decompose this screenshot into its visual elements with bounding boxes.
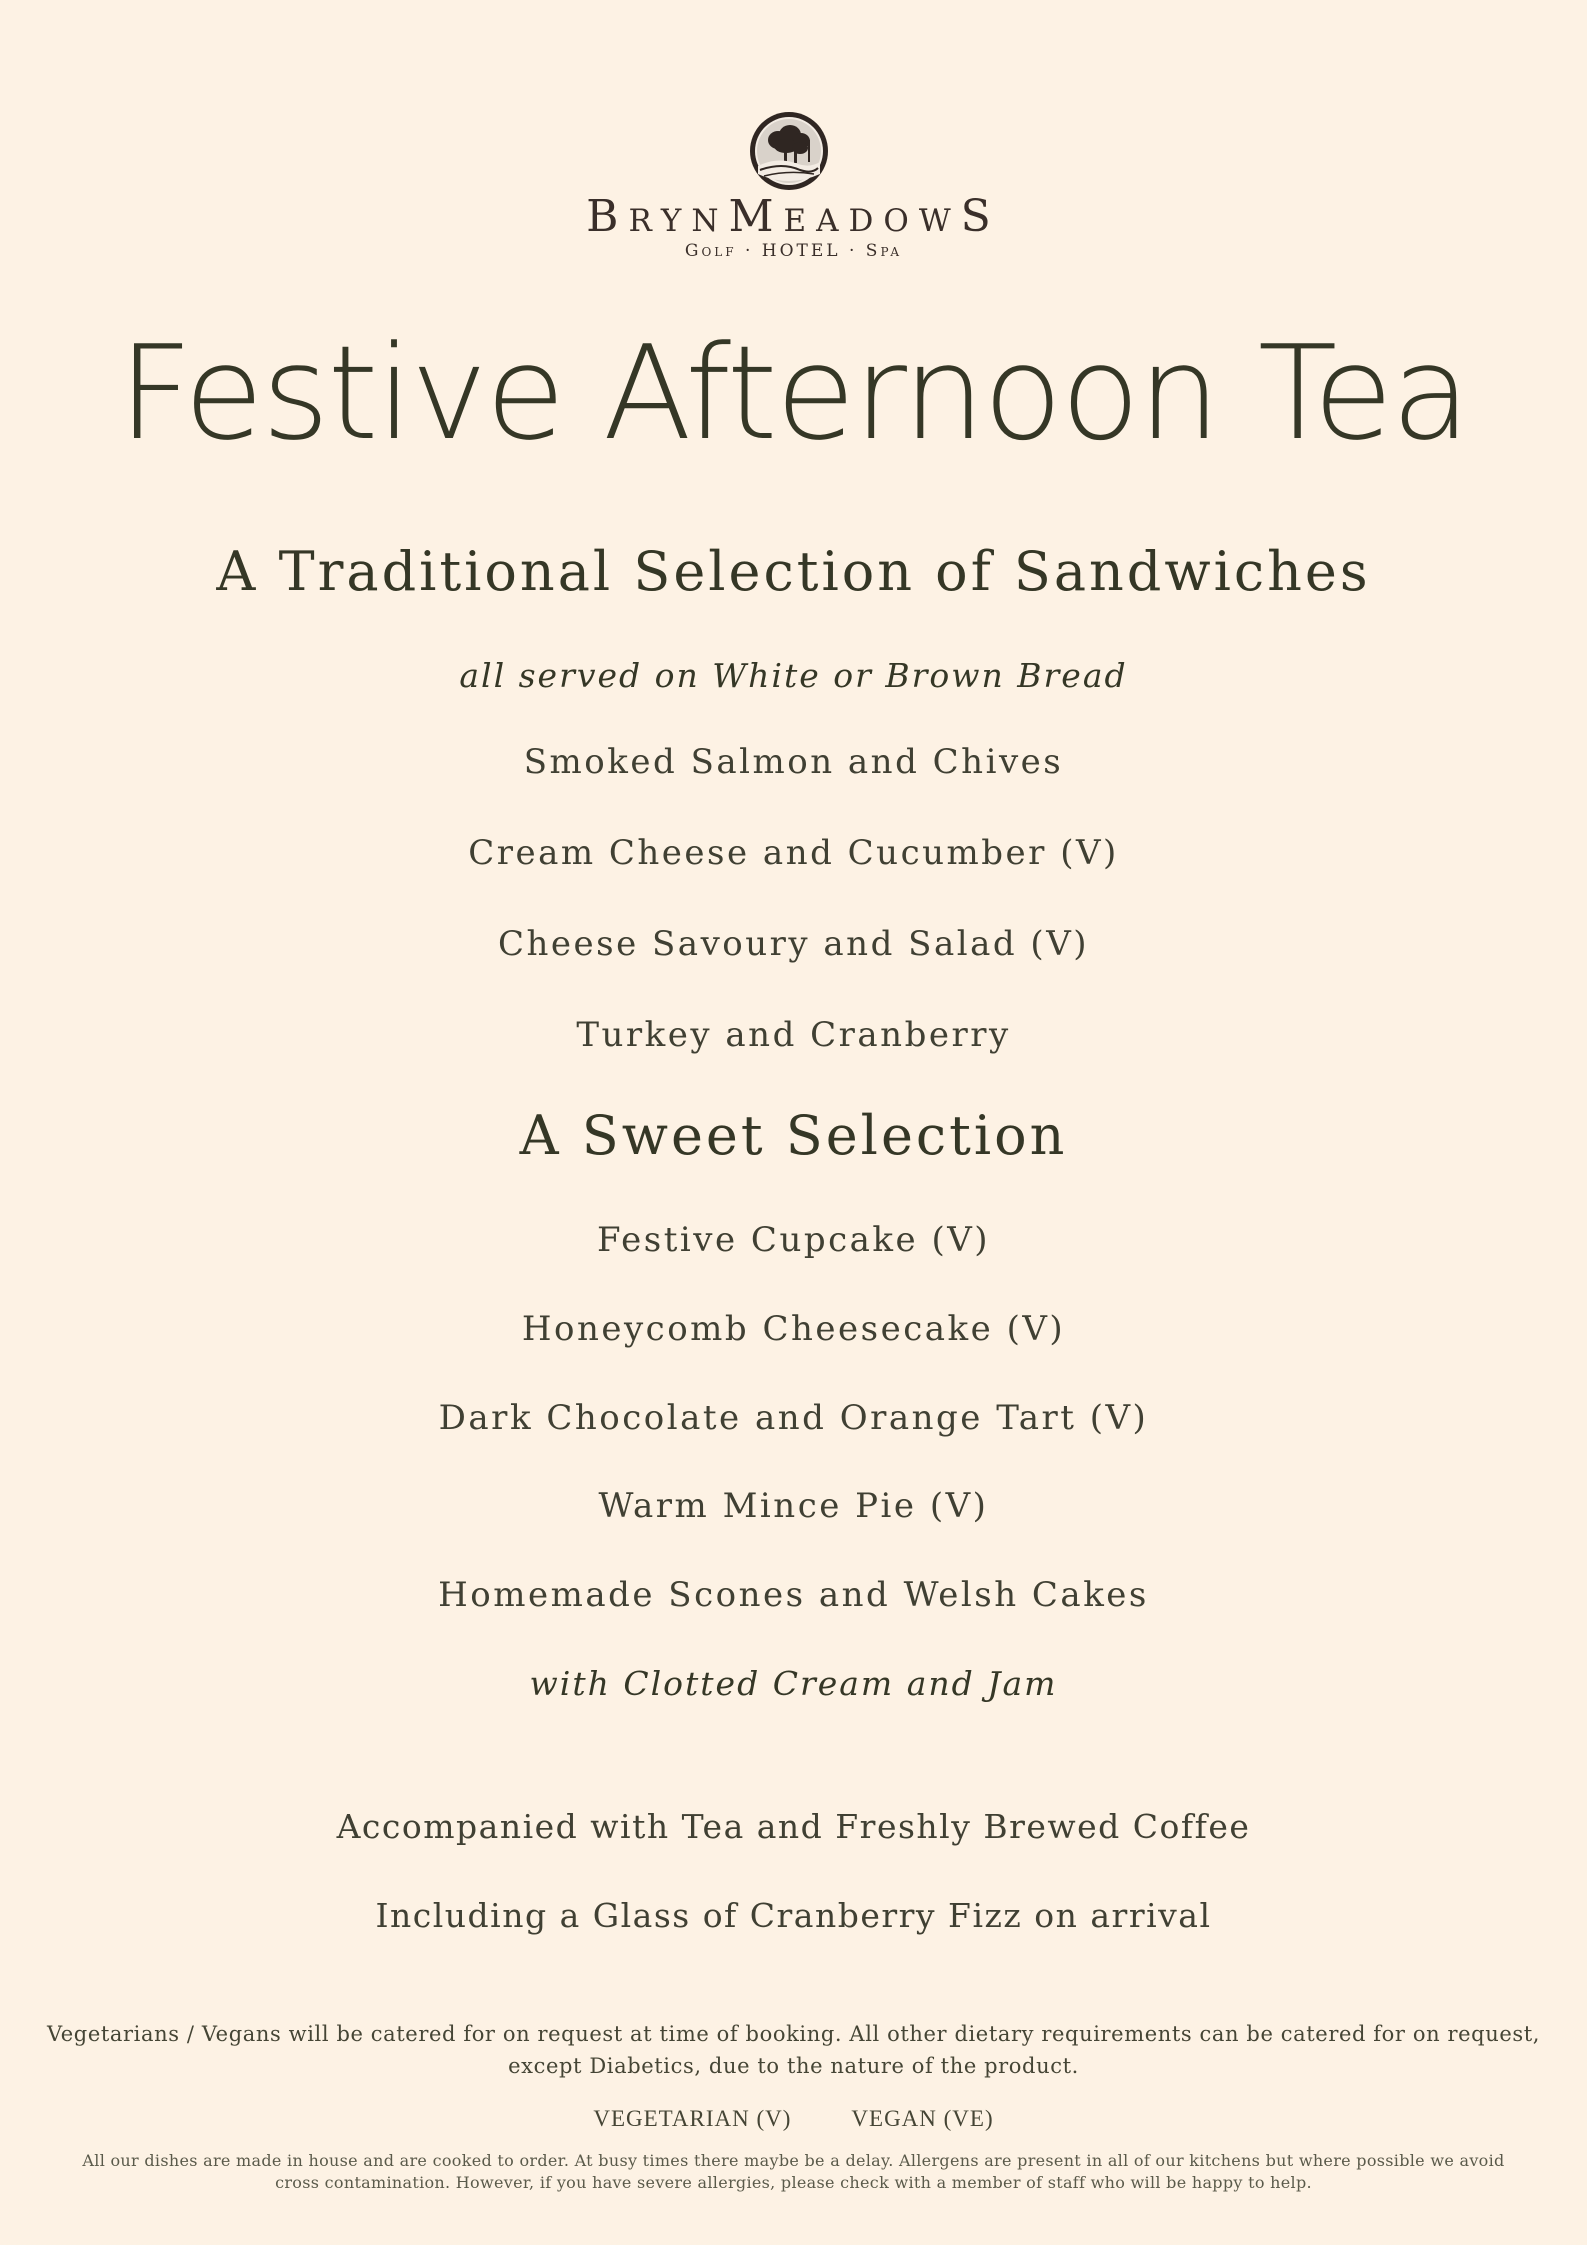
menu-item: Cream Cheese and Cucumber (V) [468,833,1119,873]
sandwiches-heading: A Traditional Selection of Sandwiches [216,540,1371,603]
vegan-key: VEGAN (VE) [851,2106,994,2131]
brand-name: BrynMeadowS [586,191,1001,242]
vegetarian-key: VEGETARIAN (V) [593,2106,792,2131]
menu-item: Turkey and Cranberry [576,1015,1011,1055]
accompaniment-line: Accompanied with Tea and Freshly Brewed Coffee [336,1807,1251,1846]
sweets-heading: A Sweet Selection [519,1104,1068,1167]
menu-item: Honeycomb Cheesecake (V) [521,1309,1066,1349]
allergen-notice: All our dishes are made in house and are cooked to order. At busy times there maybe be a delay. Allergens are present in all of our kitchens but where possible we avoid cross contamination. However, if you have severe allergies, please check with a member of staff who will be happy to help. [82,2151,1505,2192]
menu-item: Cheese Savoury and Salad (V) [497,924,1090,964]
brand-tagline: Golf · HOTEL · Spa [684,241,903,261]
menu-item: Warm Mince Pie (V) [598,1486,989,1526]
menu-item: Festive Cupcake (V) [596,1220,991,1260]
dietary-notice: Vegetarians / Vegans will be catered for on request at time of booking. All other dietary requirements can be catered for on request, except Diabetics, due to the nature of the product. [46,2022,1541,2078]
sweets-note: with Clotted Cream and Jam [529,1664,1058,1703]
tree-emblem-icon [748,110,830,192]
menu-item: Dark Chocolate and Orange Tart (V) [438,1398,1149,1438]
sandwiches-note: all served on White or Brown Bread [459,656,1128,695]
page-title: Festive Afternoon Tea [118,317,1469,469]
fizz-line: Including a Glass of Cranberry Fizz on arrival [375,1896,1212,1935]
menu-item: Smoked Salmon and Chives [523,742,1064,782]
menu-item: Homemade Scones and Welsh Cakes [438,1575,1149,1615]
dietary-key [0,2104,1587,2134]
